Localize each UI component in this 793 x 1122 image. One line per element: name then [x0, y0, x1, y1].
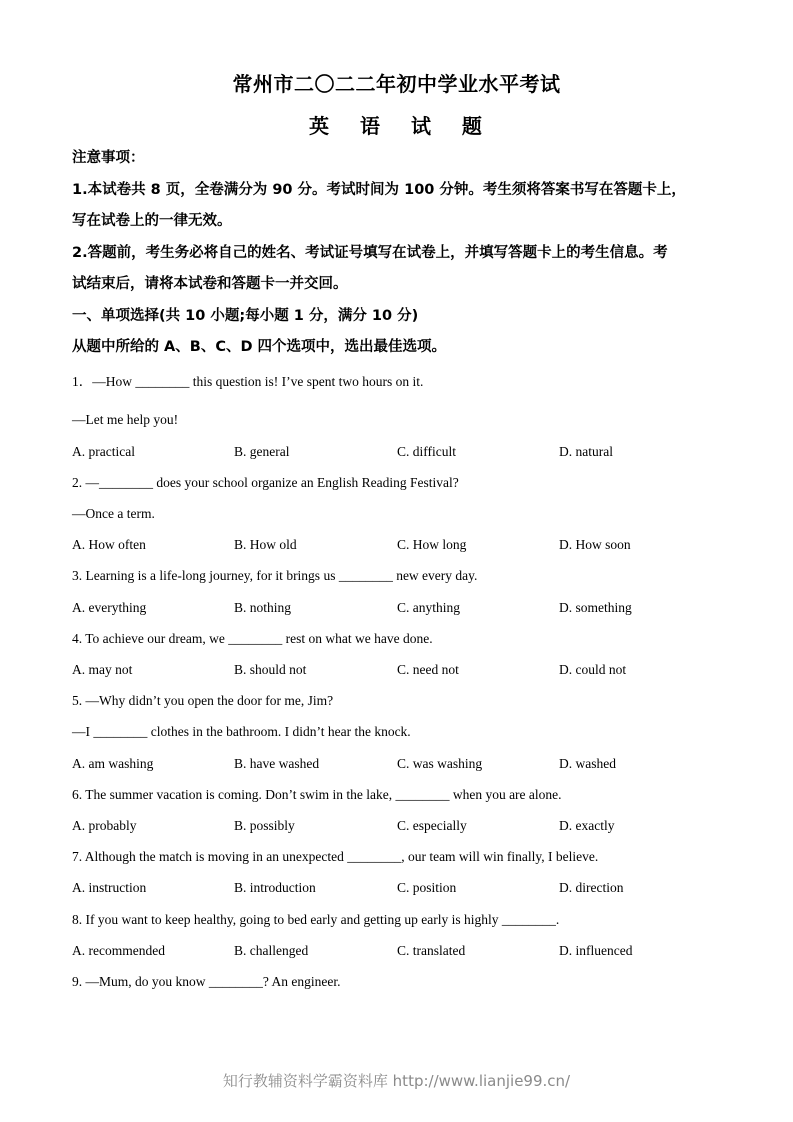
- notice-heading: 注意事项：: [72, 150, 145, 166]
- question-8-options: [72, 943, 732, 963]
- question-6-options: [72, 818, 732, 838]
- question-3-stem: 3. Learning is a life-long journey, for it brings us ________ new every day.: [72, 568, 478, 583]
- option-b: B. nothing: [234, 600, 292, 615]
- option-d: D. How soon: [559, 537, 631, 552]
- option-c: C. difficult: [397, 444, 456, 459]
- question-7-options: [72, 880, 732, 900]
- question-4-stem: 4. To achieve our dream, we ________ rest on what we have done.: [72, 631, 433, 646]
- question-6-stem: 6. The summer vacation is coming. Don’t swim in the lake, ________ when you are alone.: [72, 787, 562, 802]
- question-5-response: —I ________ clothes in the bathroom. I didn’t hear the knock.: [72, 724, 411, 739]
- question-1-stem: 1．—How ________ this question is! I’ve spent two hours on it.: [72, 374, 424, 389]
- option-d: D. exactly: [559, 818, 615, 833]
- option-d: D. washed: [559, 756, 616, 771]
- option-a: A. recommended: [72, 943, 165, 958]
- option-c: C. How long: [397, 537, 467, 552]
- exam-title: 常州市二〇二二年初中学业水平考试: [232, 72, 561, 96]
- option-b: B. introduction: [234, 880, 316, 895]
- option-d: D. natural: [559, 444, 613, 459]
- question-3-options: [72, 600, 732, 620]
- notice-item-2-line-2: 试结束后，请将本试卷和答题卡一并交回。: [72, 276, 348, 292]
- option-c: C. need not: [397, 662, 459, 677]
- option-a: A. instruction: [72, 880, 147, 895]
- option-a: A. am washing: [72, 756, 154, 771]
- option-a: A. everything: [72, 600, 147, 615]
- question-2-stem: 2. —________ does your school organize an English Reading Festival?: [72, 475, 459, 490]
- option-d: D. something: [559, 600, 632, 615]
- option-d: D. direction: [559, 880, 624, 895]
- footer-watermark: 知行教辅资料学霸资料库 http://www.lianjie99.cn/: [222, 1072, 571, 1090]
- option-a: A. How often: [72, 537, 146, 552]
- question-9-stem: 9. —Mum, do you know ________? An engineer.: [72, 974, 341, 989]
- question-2-response: —Once a term.: [72, 506, 155, 521]
- question-8-stem: 8. If you want to keep healthy, going to bed early and getting up early is highly ________.: [72, 912, 560, 927]
- question-1-response: —Let me help you!: [72, 412, 179, 427]
- option-a: A. probably: [72, 818, 137, 833]
- exam-subtitle: 英 语 试 题: [309, 114, 494, 138]
- notice-item-1-line-1: 1.本试卷共 8 页，全卷满分为 90 分。考试时间为 100 分钟。考生须将答案书写在答题卡上，: [72, 182, 686, 198]
- notice-item-1-line-2: 写在试卷上的一律无效。: [72, 213, 232, 229]
- notice-item-2-line-1: 2.答题前，考生务必将自己的姓名、考试证号填写在试卷上，并填写答题卡上的考生信息。考: [72, 245, 668, 261]
- option-c: C. was washing: [397, 756, 483, 771]
- option-a: A. practical: [72, 444, 135, 459]
- option-b: B. How old: [234, 537, 297, 552]
- option-c: C. especially: [397, 818, 467, 833]
- section-instruction: 从题中所给的 A、B、C、D 四个选项中，选出最佳选项。: [72, 339, 447, 355]
- section-title: 一、单项选择(共 10 小题;每小题 1 分，满分 10 分): [72, 308, 419, 324]
- option-c: C. translated: [397, 943, 466, 958]
- option-b: B. should not: [234, 662, 307, 677]
- option-b: B. general: [234, 444, 290, 459]
- option-c: C. position: [397, 880, 457, 895]
- question-4-options: [72, 662, 732, 682]
- option-c: C. anything: [397, 600, 460, 615]
- question-2-options: [72, 537, 732, 557]
- option-d: D. influenced: [559, 943, 633, 958]
- option-b: B. possibly: [234, 818, 295, 833]
- option-b: B. challenged: [234, 943, 309, 958]
- option-a: A. may not: [72, 662, 133, 677]
- option-d: D. could not: [559, 662, 627, 677]
- question-1-options: [72, 444, 732, 464]
- question-7-stem: 7. Although the match is moving in an unexpected ________, our team will win finally, I believe.: [72, 849, 599, 864]
- question-5-options: [72, 756, 732, 776]
- option-b: B. have washed: [234, 756, 320, 771]
- question-5-stem: 5. —Why didn’t you open the door for me, Jim?: [72, 693, 334, 708]
